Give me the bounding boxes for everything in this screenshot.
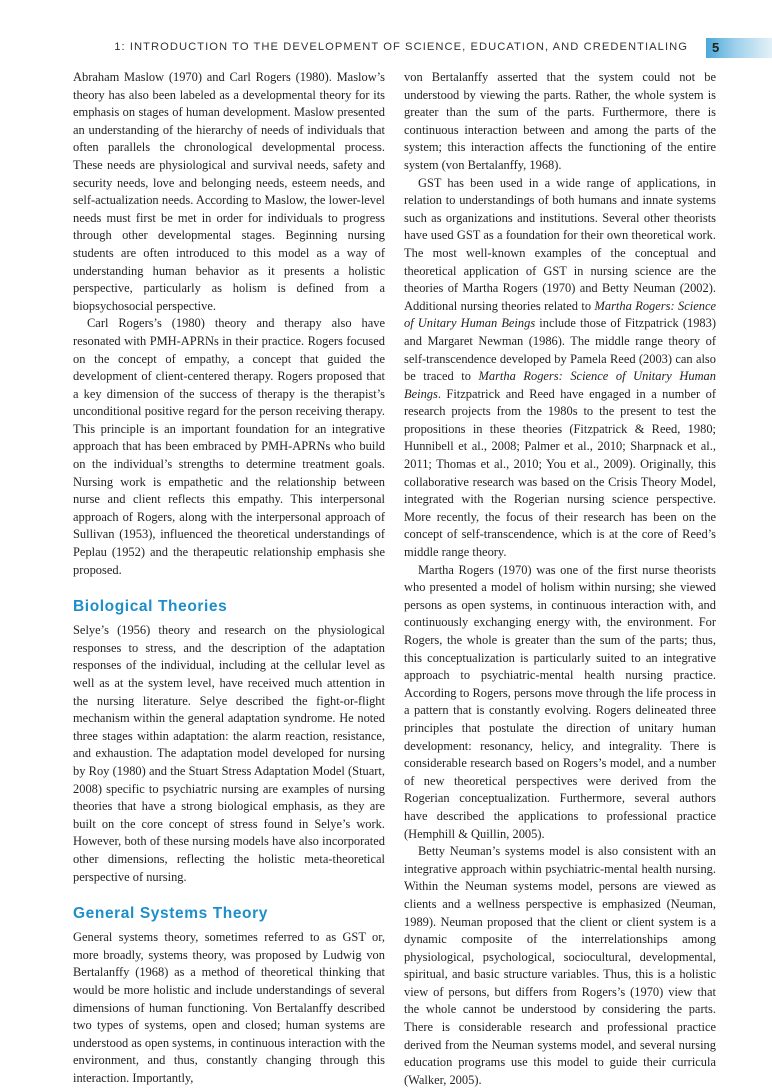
left-column [73, 69, 385, 1087]
italic-book-title: Martha Rogers: Science of Unitary Human Beings [404, 369, 716, 401]
text-run: . Fitzpatrick and Reed have engaged in a number of research projects from the 1980s to the present to test the propositions in these theories (Fitzpatrick & Reed, 1980; Hunnibell et al., 2008; Palmer et al., 2010; Sharpnack et al., 2011; Thomas et al., 2010; You et al., 2009). Originally, this collaborative research was based on the Crisis Theory Model, integrated with the Rogerian nursing science perspective. More recently, the focus of their research has been on the concept of self-transcendence, which is at the core of Reed’s middle range theory. [404, 386, 716, 560]
page-number-tab [706, 38, 772, 58]
paragraph-gst-applications [404, 175, 716, 562]
running-head [0, 38, 772, 60]
heading-general-systems-theory: General Systems Theory [73, 905, 268, 923]
page-number: 5 [712, 40, 720, 55]
italic-book-title: Martha Rogers: Science of Unitary Human Beings [404, 298, 717, 331]
right-column [404, 69, 716, 1089]
paragraph-betty-neuman: Betty Neuman’s systems model is also consistent with an integrative approach within psychiatric-mental health nursing. Within the Neuman systems model, persons are viewed as clients and a wellness perspective is emphasized (Neuman, 1989). Neuman proposed that the client or client system is a dynamic composite of the interrelationships among physiological, psychological, sociocultural, developmental, spiritual, and basic structure variables. Thus, this is a holistic view of persons, but differs from Rogers’s (1970) view that the whole cannot be understood by considering the parts. There is considerable research and professional practice derived from the Neuman systems model, and several nursing education programs use this model to guide their curricula (Walker, 2005). [404, 844, 716, 1087]
heading-biological-theories: Biological Theories [73, 598, 228, 616]
paragraph-maslow-continued: Abraham Maslow (1970) and Carl Rogers (1980). Maslow’s theory has also been labeled as a developmental theory for its emphasis on stages of human development. Maslow presented an understanding of the hierarchy of needs of individuals that often parallels the chronological developmental process. These needs are physiological and survival needs, safety and security needs, love and belonging needs, esteem needs, and self-actualization needs. According to Maslow, the lower-level needs must first be met in order for individuals to progress through other developmental stages. Beginning nursing students are often introduced to this model as a way of understanding human behavior as it presents a holistic perspective, particularly as holism is defined from a biopsychosocial perspective. [73, 70, 385, 313]
paragraph-selye: Selye’s (1956) theory and research on the physiological responses to stress, and the description of the adaptation responses of the individual, including at the cellular level as well as at the system level, have received much attention in the nursing literature. Selye described the fight-or-flight mechanism within the general adaptation syndrome. He noted three stages within adaptation: the alarm reaction, resistance, and exhaustion. The adaptation model developed for nursing by Roy (1980) and the Stuart Stress Adaptation Model (Stuart, 2008) specific to psychiatric nursing are examples of nursing theories that have a strong biological emphasis, as they are built on the core concept of stress found in Selye’s work. However, both of these nursing models have also incorporated other dimensions, reflecting the holistic meta-theoretical perspective of nursing. [73, 623, 385, 884]
paragraph-gst-intro: General systems theory, sometimes referred to as GST or, more broadly, systems theory, was proposed by Ludwig von Bertalanffy (1968) as a method of theoretical thinking that would be more holistic and include understandings of several dimensions of human functioning. Von Bertalanffy described two types of systems, open and closed; human systems are understood as open systems, in continuous interaction with the environment, and thus, constantly changing through this interaction. Importantly, [73, 930, 385, 1085]
paragraph-martha-rogers: Martha Rogers (1970) was one of the first nurse theorists who presented a model of holism within nursing; she viewed persons as open systems, in continuous interaction with, and continuously exchanging energy with, the environment. For Rogers, the whole is greater than the sum of the parts; thus, this conceptualization is particularly suited to an integrative approach to psychiatric-mental health nursing practice. According to Rogers, persons move through the life process in a pattern that is constantly evolving. Rogers delineated three principles that postulate the direction of unitary human development: resonancy, helicy, and integrality. There is considerable research based on Rogers’s model, and a number of new theoretical perspectives were derived from the Rogerian conceptualization. Furthermore, several authors have described the applications to professional practice (Hemphill & Quillin, 2005). [404, 562, 716, 841]
text-run: GST has been used in a wide range of applications, in relation to understandings of both humans and innate systems such as organizations and institutions. Several other theorists have used GST as a foundation for their own theoretical work. The most well-known examples of the conceptual and theoretical application of GST in nursing science are the theories of Martha Rogers (1970) and Betty Neuman (2002). Additional nursing theories related to [404, 175, 716, 313]
paragraph-von-bertalanffy: von Bertalanffy asserted that the system could not be understood by viewing the parts. Rather, the whole system is greater than the sum of the parts. Furthermore, there is continuous interaction between and among the parts of the system; this interaction affects the functioning of the entire system (von Bertalanffy, 1968). [404, 70, 716, 172]
running-title: 1: INTRODUCTION TO THE DEVELOPMENT OF SCIENCE, EDUCATION, AND CREDENTIALING [114, 41, 688, 53]
paragraph-carl-rogers: Carl Rogers’s (1980) theory and therapy also have resonated with PMH-APRNs in their practice. Rogers focused on the concept of empathy, a concept that guided the development of client-centered therapy. Rogers proposed that a key dimension of the success of therapy is the therapist’s unconditional positive regard for the person receiving therapy. This principle is an important foundation for an integrative approach that has been embraced by PMH-APRNs who build on the individual’s strengths to determine treatment goals. Nursing work is empathetic and the relationship between nurse and client reflects this empathy. This interpersonal approach of Rogers, along with the interpersonal approach of Sullivan (1953), influenced the theoretical understandings of Peplau (1952) and the therapeutic relationship emphasis she proposed. [73, 316, 385, 577]
text-run: include those of Fitzpatrick (1983) and Margaret Newman (1986). The middle range theory of self-transcendence developed by Pamela Reed (2003) can also be traced to [404, 316, 716, 384]
